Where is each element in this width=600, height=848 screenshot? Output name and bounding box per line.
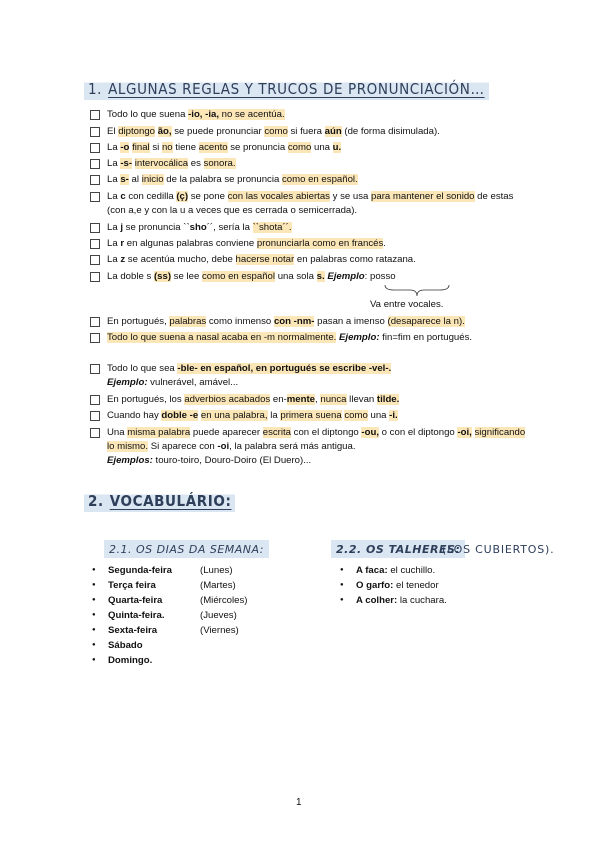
rule-text: [107, 331, 527, 345]
checkbox[interactable]: [90, 255, 100, 265]
rule-segment: en-: [270, 394, 287, 405]
rule-segment: u.: [332, 142, 342, 153]
rule-segment: (desaparece la n).: [387, 316, 465, 327]
rule-segment: misma palabra: [127, 427, 191, 438]
day-es: (Viernes): [200, 625, 239, 636]
curly-brace-icon: [384, 284, 450, 300]
checkbox[interactable]: [90, 317, 100, 327]
day-es: (Lunes): [200, 565, 233, 576]
rule-text: [107, 409, 527, 423]
rule-text: [107, 315, 527, 329]
rule-segment: doble -e: [161, 410, 199, 421]
section-1-heading: [84, 78, 489, 100]
list-item: [92, 593, 312, 608]
rule-segment: inicio: [141, 174, 164, 185]
rule-segment: es: [188, 158, 204, 169]
rule-segment: una: [311, 142, 333, 153]
checkbox[interactable]: [90, 110, 100, 120]
rule-segment: : posso: [364, 271, 396, 282]
rule-segment: una: [367, 410, 390, 421]
day-pt: Segunda-feira: [108, 565, 172, 576]
rule-segment: si: [149, 142, 162, 153]
cutlery-pt: A faca:: [356, 565, 388, 576]
rule-segment: primera suena: [280, 410, 342, 421]
rule-segment: como en español: [201, 271, 276, 282]
rule-segment: (de forma disimulada).: [341, 126, 440, 137]
rule-segment: c: [120, 191, 126, 202]
rule-segment: r: [120, 238, 125, 249]
rule-text: [107, 270, 527, 284]
checkbox[interactable]: [90, 175, 100, 185]
rule-segment: Todo lo que suena a nasal acaba en -m normalmente.: [107, 332, 337, 343]
rule-segment: adverbios acabados: [184, 394, 271, 405]
rule-text: [107, 108, 527, 122]
rule-segment: z: [120, 254, 126, 265]
rule-segment: diptongo: [118, 126, 156, 137]
checkbox[interactable]: [90, 159, 100, 169]
rule-text: [107, 253, 527, 267]
rule-segment: nunca: [320, 394, 347, 405]
rule-segment: con el diptongo: [291, 427, 362, 438]
rule-segment: La doble s: [107, 271, 154, 282]
rule-segment: se acentúa mucho, debe: [125, 254, 236, 265]
rule-text: [107, 141, 527, 155]
day-es: (Jueves): [200, 610, 237, 621]
rule-segment: touro-toiro, Douro-Doiro (El Duero)...: [152, 455, 312, 466]
rule-segment: de la palabra se pronuncia: [163, 174, 282, 185]
rule-segment: -s-: [120, 158, 133, 169]
section-2-title: VOCABULÁRIO:: [109, 492, 232, 510]
cutlery-es: el cuchillo.: [390, 565, 436, 576]
cutlery-es: la cuchara.: [399, 595, 447, 606]
rule-segment: -oi,: [457, 427, 472, 438]
rule-segment: de estas (con a,e y con la u a veces que es cerrada o semicerrada).: [107, 191, 514, 216]
rule-segment: La: [107, 254, 121, 265]
rule-segment: y se usa: [329, 191, 372, 202]
rule-segment: Si aparece con: [148, 441, 218, 452]
list-item: [340, 578, 560, 593]
rule-segment: , la palabra será más antigua.: [229, 441, 356, 452]
rule-segment: fin=fim en portugués.: [379, 332, 473, 343]
rule-segment: -ble- en español, en portugués se escribe -vel-.: [177, 363, 392, 374]
rule-segment: La: [107, 158, 121, 169]
rule-segment: puede aparecer: [190, 427, 263, 438]
rule-text: [107, 221, 527, 235]
rule-segment: Ejemplo: [327, 271, 365, 282]
rule-segment: como en español.: [281, 174, 358, 185]
list-item: [92, 653, 312, 668]
subsection-days-title: 2.1. OS DIAS DA SEMANA:: [104, 540, 269, 558]
rule-segment: En portugués, los: [107, 394, 185, 405]
rule-segment: se lee: [171, 271, 202, 282]
checkbox[interactable]: [90, 395, 100, 405]
rule-segment: la: [267, 410, 281, 421]
rule-segment: como: [344, 410, 368, 421]
list-item: [340, 563, 560, 578]
rule-segment: se pronuncia ``: [123, 222, 190, 233]
rule-text: [107, 237, 527, 251]
list-item: [92, 563, 312, 578]
rule-segment: -o: [120, 142, 130, 153]
rule-segment: tiene: [172, 142, 199, 153]
section-2-number: 2.: [88, 492, 104, 510]
rule-text: [107, 426, 527, 468]
rule-segment: -oi: [217, 441, 230, 452]
rule-text: [107, 362, 527, 390]
rule-segment: (ç): [176, 191, 189, 202]
rule-segment: .: [383, 238, 386, 249]
rule-segment: como inmenso: [206, 316, 274, 327]
checkbox[interactable]: [90, 223, 100, 233]
rule-segment: Una: [107, 427, 128, 438]
list-item: [92, 623, 312, 638]
rule-segment: tilde.: [376, 394, 400, 405]
rule-segment: si fuera: [287, 126, 325, 137]
rule-segment: aún: [324, 126, 342, 137]
rule-segment: con -nm-: [273, 316, 315, 327]
page-number: 1: [296, 797, 302, 808]
rule-segment: para mantener el sonido: [371, 191, 475, 202]
rule-segment: La: [107, 191, 121, 202]
list-item: [92, 638, 312, 653]
rule-segment: La: [107, 238, 121, 249]
rule-segment: se puede pronunciar: [171, 126, 265, 137]
rule-text: [107, 157, 527, 171]
rule-text: [107, 173, 527, 187]
checkbox[interactable]: [90, 127, 100, 137]
rule-segment: (ss): [153, 271, 172, 282]
rule-segment: Todo lo que sea: [107, 363, 178, 374]
rule-segment: ,: [315, 394, 321, 405]
list-item: [92, 608, 312, 623]
rule-segment: ``shota´´.: [252, 222, 292, 233]
note-vowels: Va entre vocales.: [370, 299, 444, 310]
day-pt: Sábado: [108, 640, 143, 651]
rule-segment: Ejemplos:: [107, 455, 153, 466]
rule-segment: no: [161, 142, 173, 153]
section-2-heading: [84, 490, 235, 512]
rule-segment: pasan a imenso: [314, 316, 388, 327]
checkbox[interactable]: [90, 239, 100, 249]
rule-segment: con las vocales abiertas: [227, 191, 330, 202]
rule-segment: Ejemplo:: [107, 377, 148, 388]
section-1-title: ALGUNAS REGLAS Y TRUCOS DE PRONUNCIACIÓN…: [108, 80, 485, 98]
rule-segment: El: [107, 126, 119, 137]
checkbox[interactable]: [90, 143, 100, 153]
rule-segment: intervocálica: [134, 158, 189, 169]
rule-segment: una sola: [275, 271, 317, 282]
rule-segment: En portugués,: [107, 316, 170, 327]
rule-segment: s.: [316, 271, 325, 282]
checkbox[interactable]: [90, 411, 100, 421]
checkbox[interactable]: [90, 333, 100, 343]
list-item: [340, 593, 560, 608]
rule-segment: La: [107, 222, 121, 233]
rule-segment: en una palabra,: [200, 410, 268, 421]
rule-segment: La: [107, 142, 121, 153]
rule-segment: sho: [189, 222, 207, 233]
rule-segment: como: [264, 126, 288, 137]
rule-segment: vulnerável, amável...: [147, 377, 239, 388]
checkbox[interactable]: [90, 364, 100, 374]
rule-segment: mente: [286, 394, 316, 405]
rule-segment: ´´, sería la: [206, 222, 253, 233]
rule-segment: en palabras como ratazana.: [294, 254, 416, 265]
day-pt: Quarta-feira: [108, 595, 163, 606]
day-pt: Terça feira: [108, 580, 156, 591]
rule-segment: Ejemplo:: [339, 332, 380, 343]
days-list: [92, 563, 312, 668]
rule-segment: ão,: [157, 126, 172, 137]
rule-text: [107, 190, 527, 218]
rule-segment: sonora.: [203, 158, 236, 169]
rule-segment: -ou,: [361, 427, 380, 438]
section-1-number: 1.: [88, 80, 103, 98]
rule-segment: o con el diptongo: [379, 427, 458, 438]
rule-segment: pronunciarla como en francés: [256, 238, 384, 249]
rule-segment: se pone: [188, 191, 228, 202]
rule-segment: al: [128, 174, 142, 185]
rule-segment: hacerse notar: [235, 254, 295, 265]
day-es: (Martes): [200, 580, 236, 591]
day-pt: Quinta-feira.: [108, 610, 165, 621]
cutlery-es: el tenedor: [395, 580, 439, 591]
rule-segment: en algunas palabras conviene: [124, 238, 257, 249]
cutlery-pt: O garfo:: [356, 580, 394, 591]
rule-text: [107, 125, 527, 139]
rule-segment: significando lo mismo.: [107, 427, 526, 452]
rule-segment: acento: [198, 142, 228, 153]
rule-segment: llevan: [346, 394, 377, 405]
checkbox[interactable]: [90, 428, 100, 438]
rule-segment: con cedilla: [125, 191, 177, 202]
rule-segment: Cuando hay: [107, 410, 162, 421]
rule-segment: s-: [120, 174, 129, 185]
rule-segment: como: [287, 142, 312, 153]
rule-segment: no se acentúa.: [219, 109, 285, 120]
rule-segment: final: [132, 142, 150, 153]
rule-segment: Todo lo que suena: [107, 109, 189, 120]
cutlery-pt: A colher:: [356, 595, 398, 606]
rule-text: [107, 393, 527, 407]
rule-segment: -io, -ia,: [188, 109, 219, 120]
checkbox[interactable]: [90, 192, 100, 202]
subsection-cutlery-note: (LOS CUBIERTOS).: [442, 543, 555, 556]
rule-segment: se pronuncia: [227, 142, 288, 153]
rule-segment: La: [107, 174, 121, 185]
day-pt: Domingo.: [108, 655, 153, 666]
rule-segment: j: [120, 222, 124, 233]
rule-segment: escrita: [262, 427, 291, 438]
cutlery-list: [340, 563, 560, 608]
rule-segment: -i.: [389, 410, 398, 421]
day-es: (Miércoles): [200, 595, 248, 606]
day-pt: Sexta-feira: [108, 625, 158, 636]
list-item: [92, 578, 312, 593]
checkbox[interactable]: [90, 272, 100, 282]
rule-segment: palabras: [169, 316, 207, 327]
subsection-cutlery-title: 2.2. OS TALHERES:: [331, 540, 465, 558]
